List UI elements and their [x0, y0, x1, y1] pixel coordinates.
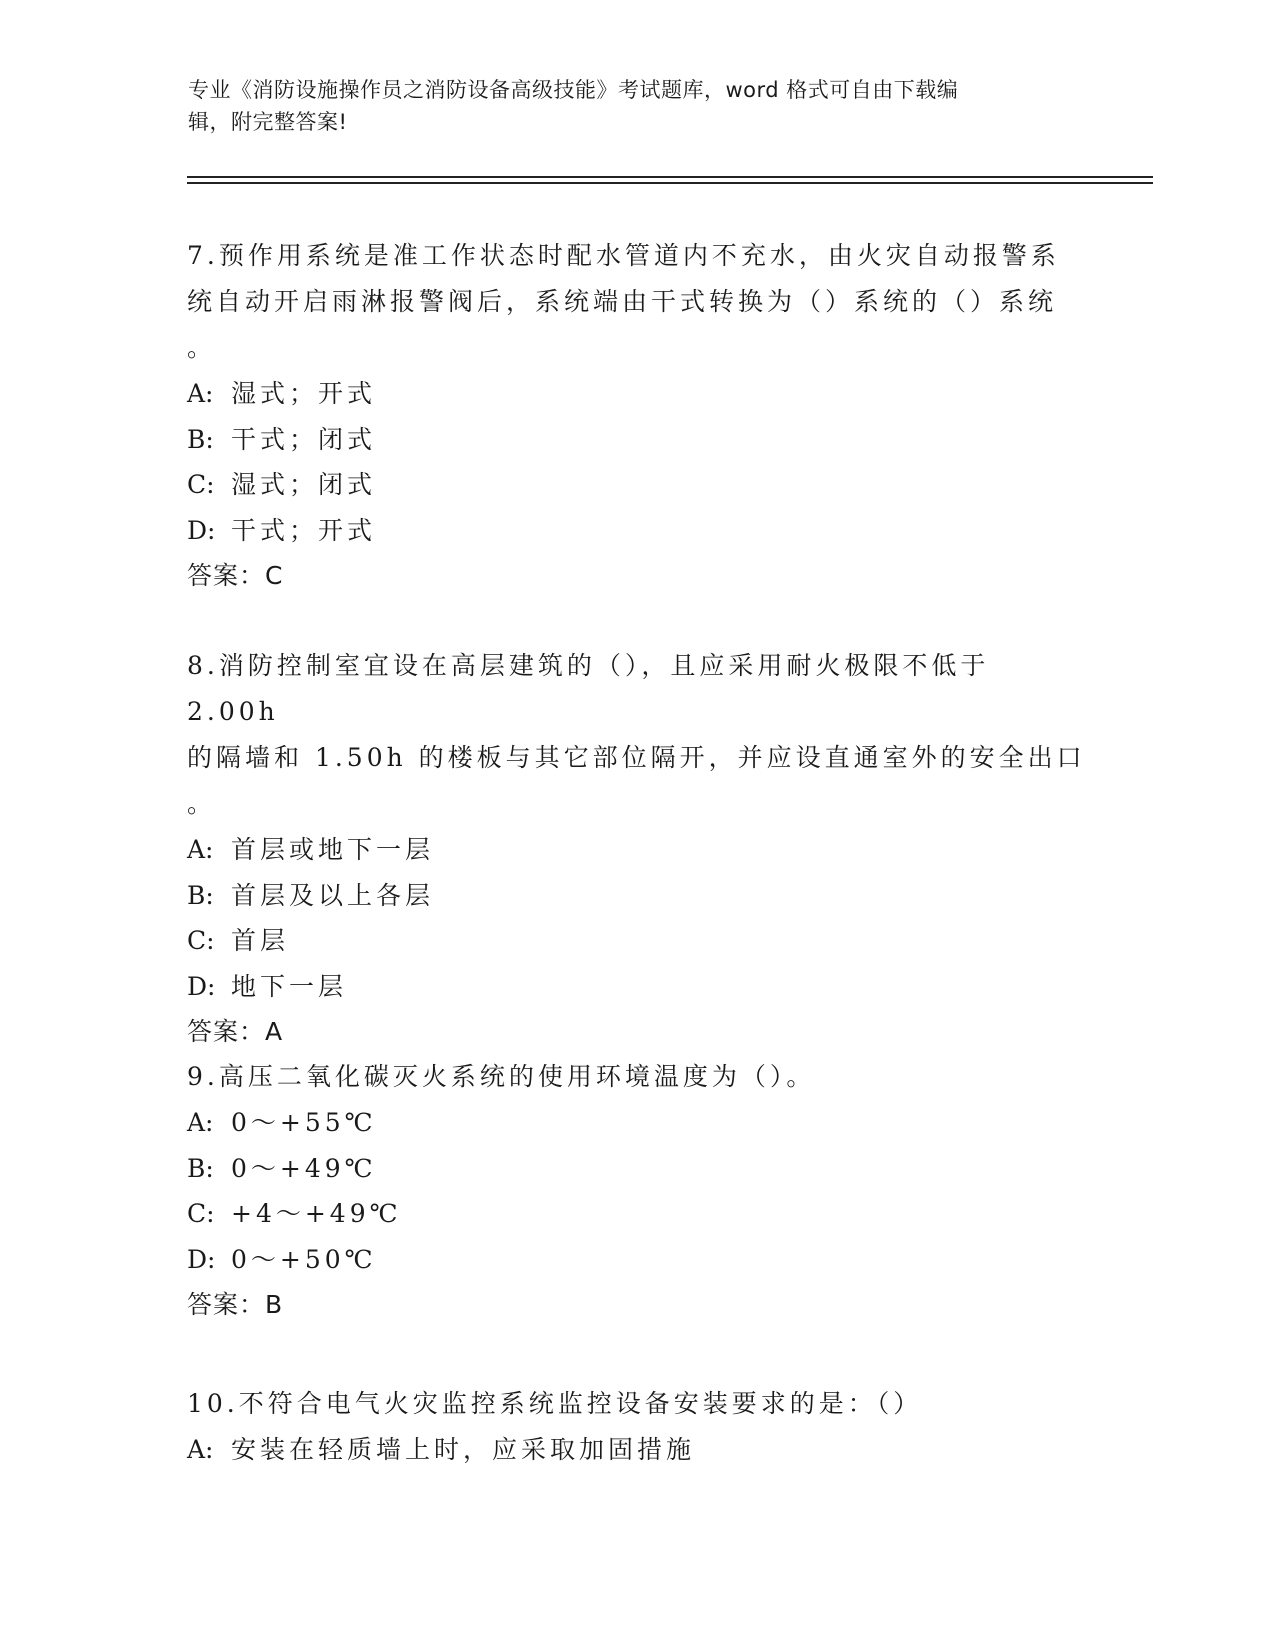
option-b: [187, 873, 1087, 919]
answer-line: 答案：C: [187, 561, 284, 590]
option-letter: A:: [187, 1108, 214, 1137]
option-b: [187, 1146, 1087, 1192]
question-8: [187, 643, 1087, 1055]
question-stem-line: 9.高压二氧化碳灭火系统的使用环境温度为（）。: [187, 1062, 816, 1091]
question-stem-line: 。: [187, 789, 217, 818]
option-letter: C:: [187, 470, 215, 499]
option-c: [187, 918, 1087, 964]
option-text: 0～+50℃: [231, 1244, 377, 1274]
question-10: [187, 1381, 1087, 1473]
option-letter: B:: [187, 424, 214, 454]
option-letter: B:: [187, 1153, 214, 1183]
option-text: 0～+55℃: [231, 1108, 377, 1137]
option-c: [187, 462, 1087, 508]
option-letter: C:: [187, 1199, 215, 1228]
option-letter: D:: [187, 515, 216, 545]
option-letter: A:: [187, 379, 214, 408]
question-stem-line: 统自动开启雨淋报警阀后，系统端由干式转换为（）系统的（）系统: [187, 287, 1058, 316]
option-a: [187, 827, 1087, 873]
question-stem-line: 8.消防控制室宜设在高层建筑的（），且应采用耐火极限不低于 2.00h: [187, 651, 990, 726]
option-d: [187, 508, 1087, 554]
header-line-1: 专业《消防设施操作员之消防设备高级技能》考试题库，word 格式可自由下载编: [188, 78, 959, 102]
option-text: 首层或地下一层: [231, 835, 435, 864]
question-9: [187, 1054, 1087, 1328]
option-letter: C:: [187, 926, 215, 955]
question-stem-line: 。: [187, 333, 217, 362]
option-letter: B:: [187, 880, 214, 910]
option-d: [187, 964, 1087, 1010]
question-stem-line: 10.不符合电气火灾监控系统监控设备安装要求的是：（）: [187, 1389, 923, 1418]
option-letter: D:: [187, 971, 216, 1001]
option-a: [187, 1427, 1087, 1473]
answer-line: 答案：B: [187, 1290, 284, 1319]
option-text: 地下一层: [231, 971, 348, 1001]
document-header: [188, 74, 1088, 138]
option-text: 首层: [231, 926, 290, 955]
option-text: 干式；开式: [231, 515, 377, 545]
option-d: [187, 1237, 1087, 1283]
option-text: 湿式；闭式: [231, 470, 377, 499]
option-letter: A:: [187, 835, 214, 864]
option-text: 干式；闭式: [231, 424, 377, 454]
answer-line: 答案：A: [187, 1017, 284, 1046]
option-text: 首层及以上各层: [231, 880, 435, 910]
option-c: [187, 1191, 1087, 1237]
question-stem-line: 7.预作用系统是准工作状态时配水管道内不充水，由火灾自动报警系: [187, 241, 1060, 270]
option-text: 湿式；开式: [231, 379, 377, 408]
option-a: [187, 1100, 1087, 1146]
question-7: [187, 233, 1087, 599]
header-line-2: 辑，附完整答案!: [188, 110, 348, 134]
option-letter: A:: [187, 1435, 214, 1464]
question-stem-line: 的隔墙和 1.50h 的楼板与其它部位隔开，并应设直通室外的安全出口: [187, 743, 1086, 772]
header-divider-bottom: [187, 182, 1153, 184]
option-b: [187, 417, 1087, 463]
option-a: [187, 371, 1087, 417]
option-text: +4～+49℃: [231, 1199, 402, 1228]
header-divider-top: [187, 176, 1153, 178]
option-text: 安装在轻质墙上时，应采取加固措施: [231, 1435, 696, 1464]
option-text: 0～+49℃: [231, 1153, 377, 1183]
option-letter: D:: [187, 1244, 216, 1274]
